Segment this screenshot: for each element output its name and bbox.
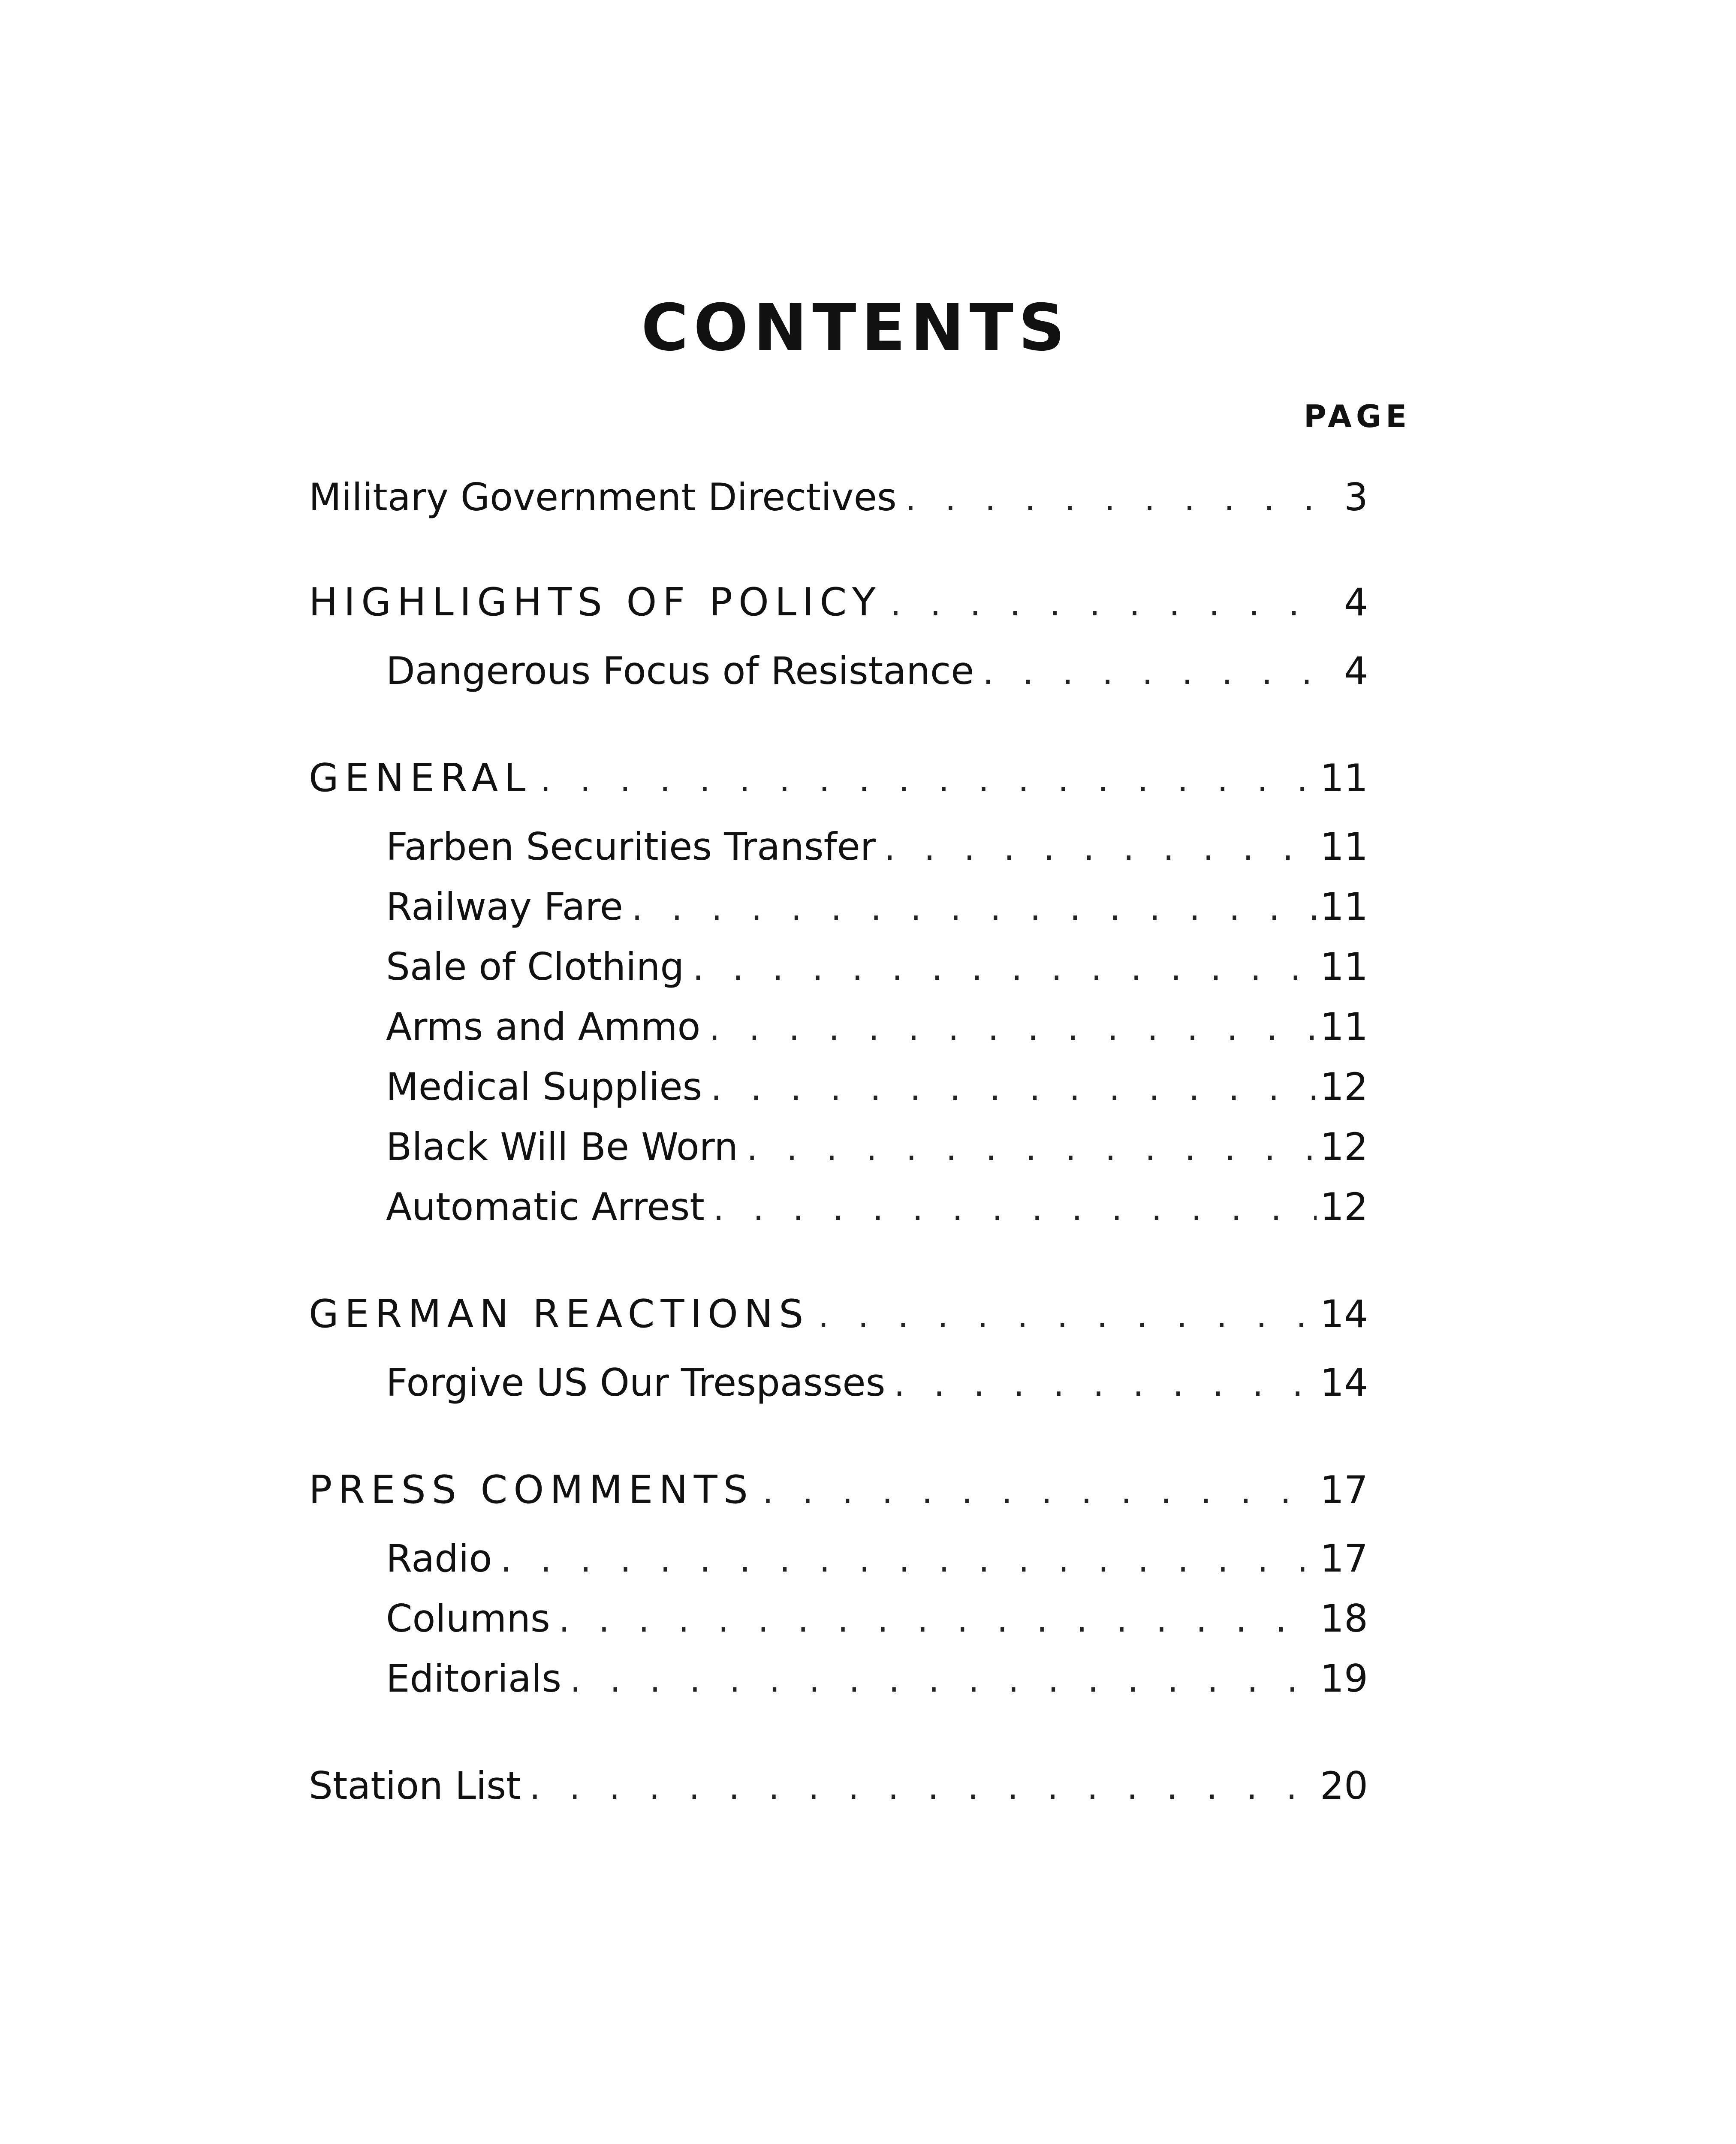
toc-entry-page: 12 [1320,1125,1368,1169]
toc-entry [386,1533,1368,1584]
toc-entry-label: Arms and Ammo [386,1005,701,1049]
toc-entry [386,1653,1368,1704]
toc-entry [309,1289,1368,1340]
toc-entry-page: 17 [1320,1536,1368,1581]
dot-leader [885,1358,1317,1410]
toc-entry-label: Black Will Be Worn [386,1125,738,1169]
toc-entry-page: 17 [1320,1468,1368,1512]
toc-entry-label: Radio [386,1536,492,1581]
dot-leader [705,1183,1317,1234]
toc-entry-label: GERMAN REACTIONS [309,1292,810,1337]
dot-leader [882,578,1317,629]
toc-entry-page: 11 [1320,885,1368,929]
toc-entry-label: Columns [386,1596,550,1641]
toc-entry-page: 12 [1320,1185,1368,1229]
dot-leader [897,473,1317,524]
toc-entry [309,753,1368,804]
toc-entry-label: Medical Supplies [386,1065,702,1109]
toc-entry-page: 11 [1320,945,1368,989]
toc-entry [386,1121,1368,1173]
dot-leader [702,1063,1317,1114]
dot-leader [521,1762,1317,1813]
toc-entry [309,1464,1368,1516]
toc-entry-page: 11 [1320,1005,1368,1049]
toc-entry-label: Station List [309,1764,521,1808]
toc-entry-page: 11 [1320,825,1368,869]
toc-entry-label: Forgive US Our Trespasses [386,1361,886,1405]
toc-entry-label: Dangerous Focus of Resistance [386,649,974,693]
toc-entry-page: 4 [1344,580,1368,624]
toc-entry-page: 18 [1320,1596,1368,1641]
toc-entry-page: 20 [1320,1764,1368,1808]
toc-entry [386,1001,1368,1053]
toc-entry [309,577,1368,628]
dot-leader [974,647,1317,698]
toc-entry [386,1181,1368,1233]
toc-entry [386,881,1368,933]
toc-entry-label: Automatic Arrest [386,1185,705,1229]
toc-entry-label: Railway Fare [386,885,623,929]
toc-entry [386,821,1368,873]
dot-leader [623,882,1317,934]
toc-entry-label: GENERAL [309,756,532,801]
toc-entry-page: 14 [1320,1292,1368,1336]
toc-entry-page: 3 [1344,475,1368,519]
toc-entry-label: Editorials [386,1656,562,1701]
toc-entry [386,1357,1368,1409]
dot-leader [700,1003,1317,1054]
toc-entry [386,645,1368,697]
toc-entry-label: Farben Securities Transfer [386,825,876,869]
toc-entry [309,472,1368,523]
page-column-header: PAGE [1304,398,1411,434]
dot-leader [738,1123,1317,1174]
toc-entry-label: Sale of Clothing [386,945,684,989]
toc-entry-page: 12 [1320,1065,1368,1109]
dot-leader [876,822,1317,874]
dot-leader [492,1534,1317,1586]
dot-leader [531,754,1317,805]
toc-entry-label: PRESS COMMENTS [309,1467,754,1512]
toc-entry-label: Military Government Directives [309,475,897,519]
dot-leader [754,1466,1317,1517]
toc-entry [386,1061,1368,1113]
dot-leader [684,943,1317,994]
toc-entry [386,941,1368,993]
toc-entry-page: 19 [1320,1656,1368,1701]
dot-leader [550,1594,1317,1646]
toc-entry-page: 14 [1320,1361,1368,1405]
toc-entry-label: HIGHLIGHTS OF POLICY [309,580,882,625]
toc-entry [386,1593,1368,1644]
toc-entry-page: 4 [1344,649,1368,693]
toc-entry [309,1760,1368,1812]
dot-leader [809,1290,1317,1341]
toc-entry-page: 11 [1320,756,1368,800]
page-title: CONTENTS [641,291,1070,365]
dot-leader [561,1654,1317,1706]
